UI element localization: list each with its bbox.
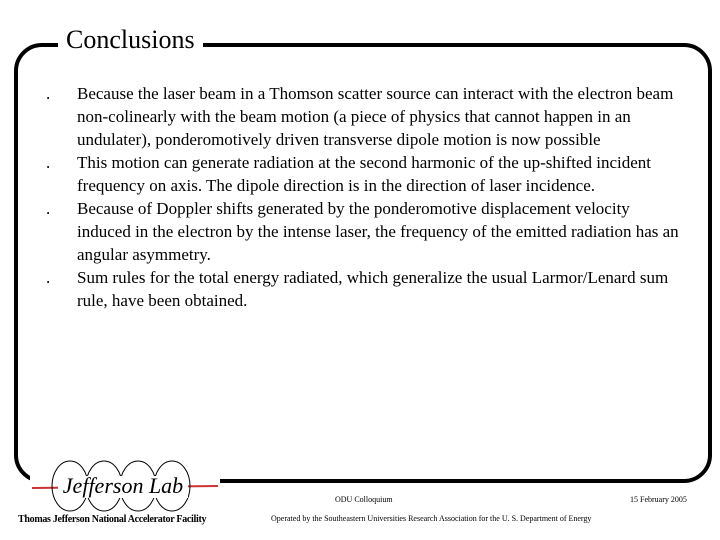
bullet-marker: .	[46, 268, 51, 287]
bullet-list	[46, 82, 686, 312]
bullet-marker: .	[46, 84, 51, 103]
slide-title: Conclusions	[58, 24, 203, 56]
bullet-item	[46, 266, 686, 312]
talk-name: ODU Colloquium	[335, 495, 393, 504]
bullet-item	[46, 82, 686, 151]
logo-text: Jefferson Lab	[62, 473, 184, 498]
operated-by: Operated by the Southeastern Universities Research Association for the U. S. Department of Energy	[271, 514, 592, 523]
bullet-text: This motion can generate radiation at the second harmonic of the up-shifted incident frequency on axis. The dipole direction is in the direction of laser incidence.	[77, 153, 652, 195]
bullet-marker: .	[46, 199, 51, 218]
bullet-text: Sum rules for the total energy radiated, which generalize the usual Larmor/Lenard sum rule, have been obtained.	[77, 268, 669, 310]
bullet-item	[46, 151, 686, 197]
bullet-text: Because of Doppler shifts generated by the ponderomotive displacement velocity induced in the electron by the intense laser, the frequency of the emitted radiation has an angular asymmetry.	[77, 199, 679, 264]
facility-name: Thomas Jefferson National Accelerator Facility	[18, 514, 207, 525]
bullet-item	[46, 197, 686, 266]
bullet-marker: .	[46, 153, 51, 172]
talk-date: 15 February 2005	[630, 495, 687, 504]
bullet-text: Because the laser beam in a Thomson scatter source can interact with the electron beam non-colinearly with the beam motion (a piece of physics that cannot happen in an undulater), ponderomotively driven transverse dipole motion is now possible	[77, 84, 674, 149]
jefferson-lab-logo	[30, 460, 220, 512]
